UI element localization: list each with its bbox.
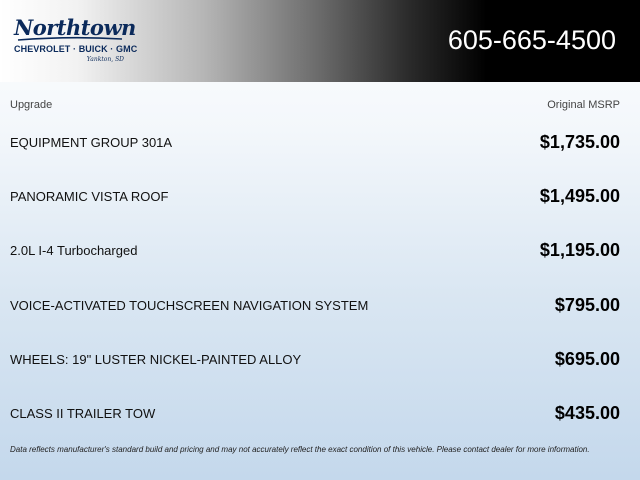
upgrade-name: 2.0L I-4 Turbocharged — [10, 243, 138, 258]
dealer-phone-number[interactable]: 605-665-4500 — [447, 25, 616, 55]
logo-brands: CHEVROLET · BUICK · GMC — [14, 44, 138, 54]
upgrade-name: WHEELS: 19" LUSTER NICKEL-PAINTED ALLOY — [10, 352, 302, 367]
upgrade-price: $1,735.00 — [539, 132, 620, 152]
upgrade-row — [0, 291, 640, 321]
column-header-original-msrp: Original MSRP — [547, 99, 620, 111]
upgrade-price: $795.00 — [554, 295, 620, 315]
upgrade-name: PANORAMIC VISTA ROOF — [10, 189, 169, 204]
upgrade-name: EQUIPMENT GROUP 301A — [10, 135, 173, 150]
upgrade-price: $1,495.00 — [539, 186, 620, 206]
dealer-logo — [14, 15, 138, 66]
logo-city: Yankton, SD — [86, 56, 124, 63]
upgrade-row — [0, 182, 640, 212]
column-header-upgrade: Upgrade — [10, 99, 53, 111]
upgrade-price: $695.00 — [554, 349, 620, 369]
logo-swoosh — [16, 36, 124, 42]
upgrade-row — [0, 345, 640, 375]
upgrade-price: $1,195.00 — [539, 240, 620, 260]
upgrade-row — [0, 128, 640, 158]
upgrade-name: VOICE-ACTIVATED TOUCHSCREEN NAVIGATION SYSTEM — [10, 298, 369, 313]
page-header — [0, 0, 640, 82]
logo-dealer-name: Northtown — [14, 15, 136, 40]
upgrade-row — [0, 236, 640, 266]
upgrade-price: $435.00 — [554, 403, 620, 423]
pricing-disclaimer: Data reflects manufacturer's standard build and pricing and may not accurately reflect the exact condition of this vehicle. Please contact dealer for more information. — [10, 445, 590, 454]
upgrade-row — [0, 399, 640, 429]
upgrade-name: CLASS II TRAILER TOW — [10, 406, 156, 421]
